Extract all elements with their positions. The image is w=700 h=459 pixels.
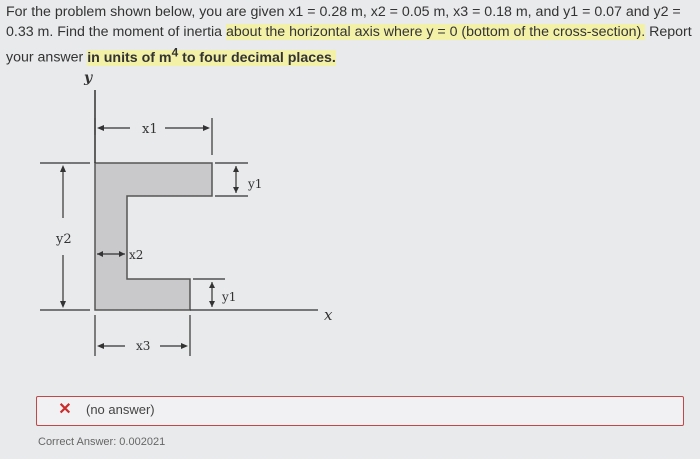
units-text: in units of m <box>87 49 172 66</box>
y2-label: y2 <box>56 232 72 247</box>
x1-arrowhead-right <box>203 125 210 131</box>
y1-top-arrowhead-up <box>233 166 239 172</box>
cross-section-shape <box>95 163 212 310</box>
question-part-1: For the problem shown below, you are given x1 = 0.28 m, x2 = 0.05 m, x3 = 0.18 m, and y1 = 0.07 and y2 = 0.33 m. Find the moment of inertia <box>6 4 681 40</box>
question-part-3: Report your answer <box>6 24 692 66</box>
units-exponent: 4 <box>171 45 179 59</box>
x3-arrowhead-right <box>181 343 188 349</box>
x3-arrowhead-left <box>97 343 104 349</box>
y1-bottom-arrowhead-down <box>209 301 215 307</box>
x3-label: x3 <box>136 339 151 353</box>
x2-label: x2 <box>129 248 144 262</box>
y1-top-label: y1 <box>248 177 263 191</box>
y1-bottom-label: y1 <box>222 290 237 304</box>
y1-top-arrowhead-down <box>233 187 239 193</box>
answer-value: (no answer) <box>86 402 155 417</box>
x1-arrowhead-left <box>97 125 104 131</box>
incorrect-icon: ✕ <box>58 401 72 418</box>
y2-arrowhead-top <box>60 165 66 172</box>
question-highlight-axis: about the horizontal axis where y = 0 (bottom of the cross-section). <box>226 24 646 40</box>
correct-answer-text: Correct Answer: 0.002021 <box>38 436 166 448</box>
x1-label: x1 <box>142 122 158 137</box>
question-part-5: to four decimal places. <box>178 49 336 66</box>
x-axis-label: x <box>324 306 333 324</box>
y1-bottom-arrowhead-up <box>209 282 215 288</box>
y2-arrowhead-bottom <box>60 301 66 308</box>
y-axis-label: y <box>84 70 93 86</box>
